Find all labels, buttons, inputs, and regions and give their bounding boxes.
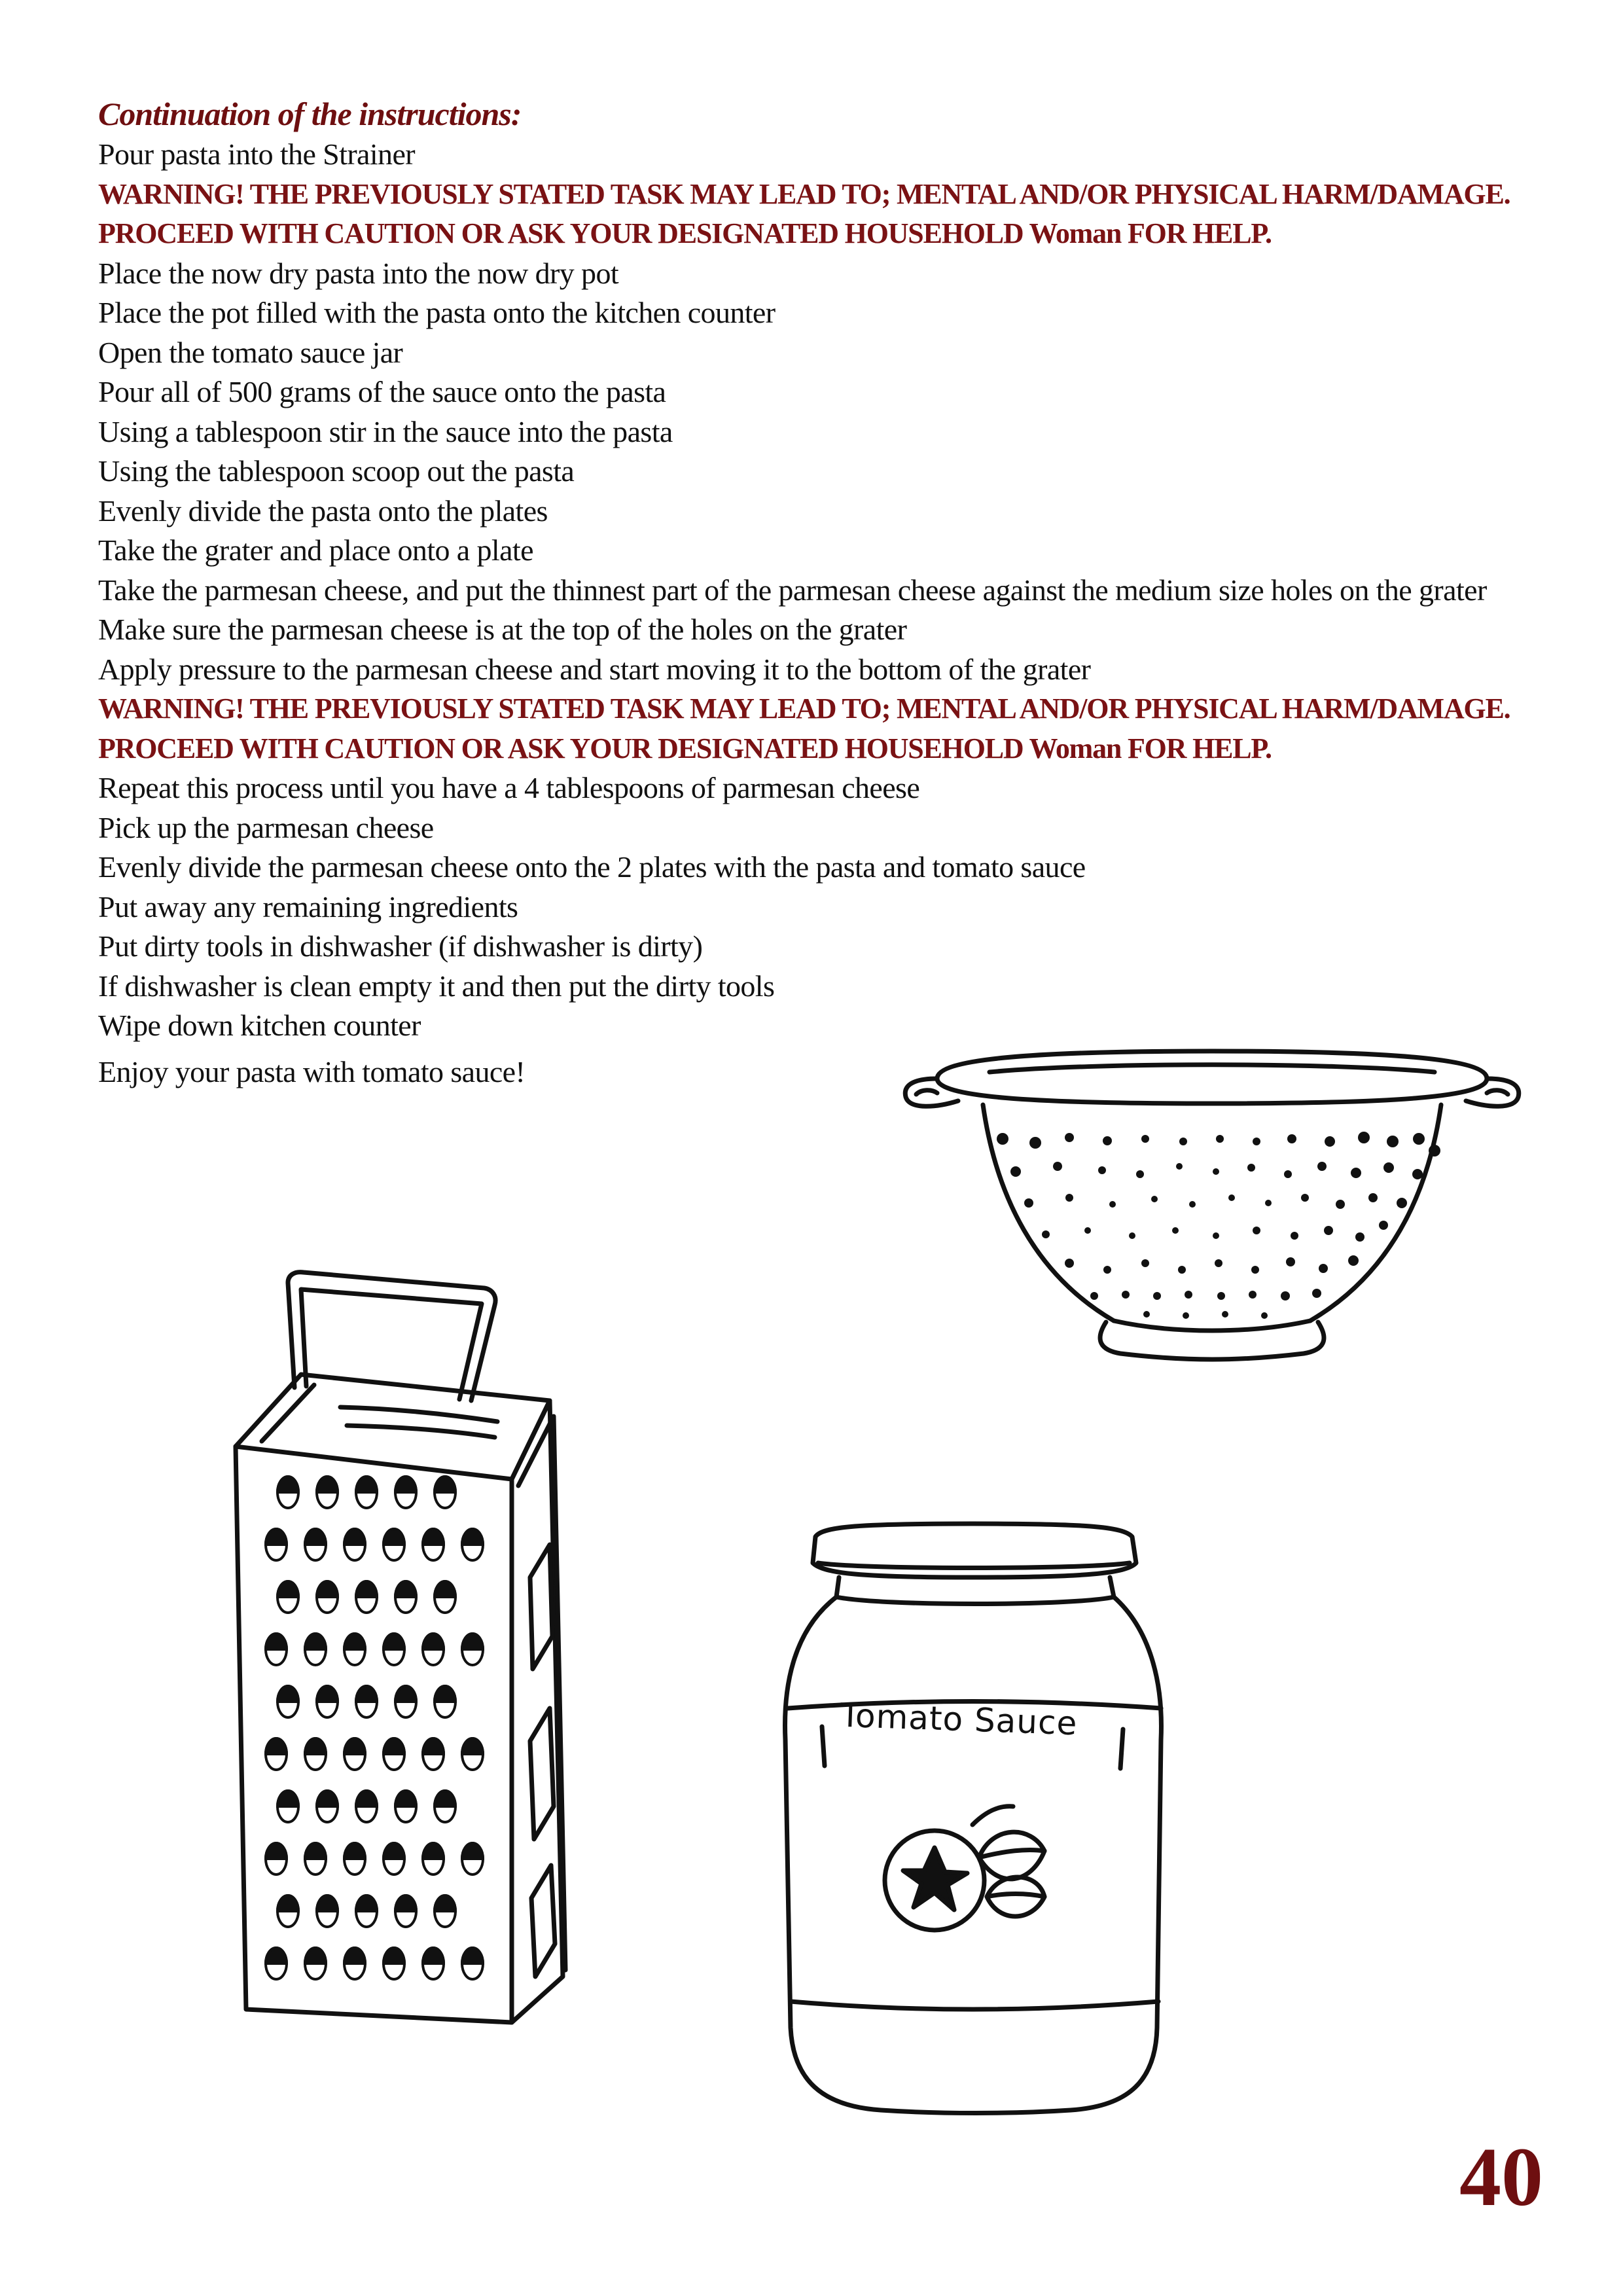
grater-hole-fill xyxy=(277,1581,298,1597)
grater-hole-fill xyxy=(305,1634,326,1649)
instruction-step: Evenly divide the parmesan cheese onto the 2 plates with the pasta and tomato sauce xyxy=(98,850,1086,884)
instruction-step: Evenly divide the pasta onto the plates xyxy=(98,493,548,528)
grater-hole-fill xyxy=(383,1948,404,1964)
grater-hole-fill xyxy=(277,1477,298,1492)
grater-hole-fill xyxy=(423,1634,444,1649)
instruction-step: Place the pot filled with the pasta onto the kitchen counter xyxy=(98,296,776,329)
grater-hole-fill xyxy=(317,1686,338,1702)
grater-hole-fill xyxy=(356,1581,377,1597)
warning-text: WARNING! THE PREVIOUSLY STATED TASK MAY LEAD TO; MENTAL AND/OR PHYSICAL HARM/DAMAGE. PROCEED WITH CAUTION OR ASK YOUR DESIGNATED HOUSEHOLD Woman FOR HELP. xyxy=(98,177,1510,249)
grater-hole-fill xyxy=(266,1634,287,1649)
grater-hole-fill xyxy=(277,1791,298,1806)
instruction-step: Take the grater and place onto a plate xyxy=(98,533,533,567)
grater-hole-fill xyxy=(277,1686,298,1702)
grater-hole-fill xyxy=(395,1895,416,1911)
grater-hole-fill xyxy=(435,1477,455,1492)
instruction-step: Using a tablespoon stir in the sauce into the pasta xyxy=(98,414,673,448)
grater-hole-fill xyxy=(435,1686,455,1702)
grater-hole-fill xyxy=(435,1791,455,1806)
grater-hole-fill xyxy=(383,1634,404,1649)
instruction-step: Apply pressure to the parmesan cheese and start moving it to the bottom of the grater xyxy=(98,652,1091,686)
grater-hole-fill xyxy=(383,1529,404,1545)
grater-hole-fill xyxy=(356,1791,377,1806)
grater-hole-fill xyxy=(383,1843,404,1859)
page-number: 40 xyxy=(1459,2130,1543,2223)
grater-hole-fill xyxy=(356,1477,377,1492)
grater-hole-fill xyxy=(305,1948,326,1964)
grater-hole-fill xyxy=(383,1738,404,1754)
grater-hole-fill xyxy=(462,1738,483,1754)
instruction-step: Pick up the parmesan cheese xyxy=(98,810,434,844)
grater-hole-fill xyxy=(317,1477,338,1492)
instruction-step: Wipe down kitchen counter xyxy=(98,1009,421,1042)
grater-hole-fill xyxy=(423,1843,444,1859)
grater-hole-fill xyxy=(317,1581,338,1597)
grater-hole-fill xyxy=(423,1948,444,1964)
instruction-step: If dishwasher is clean empty it and then put the dirty tools xyxy=(98,969,775,1003)
instruction-step: Enjoy your pasta with tomato sauce! xyxy=(98,1054,526,1088)
grater-hole-fill xyxy=(356,1686,377,1702)
grater-hole-fill xyxy=(356,1895,377,1911)
grater-hole-fill xyxy=(266,1529,287,1545)
grater-hole-fill xyxy=(344,1634,365,1649)
instruction-step: Place the now dry pasta into the now dry pot xyxy=(98,256,619,290)
grater-hole-fill xyxy=(344,1529,365,1545)
grater-hole-fill xyxy=(344,1738,365,1754)
grater-hole-fill xyxy=(462,1634,483,1649)
grater-hole-fill xyxy=(305,1843,326,1859)
instruction-step: Take the parmesan cheese, and put the thinnest part of the parmesan cheese against the medium size holes on the grater xyxy=(98,573,1487,607)
grater-hole-fill xyxy=(423,1529,444,1545)
section-heading: Continuation of the instructions: xyxy=(98,96,522,132)
grater-hole-fill xyxy=(317,1791,338,1806)
grater-hole-fill xyxy=(266,1738,287,1754)
grater-hole-fill xyxy=(462,1529,483,1545)
grater-hole-fill xyxy=(462,1948,483,1964)
grater-icon xyxy=(223,1270,602,2029)
instruction-step: Put away any remaining ingredients xyxy=(98,889,518,924)
grater-hole-fill xyxy=(305,1529,326,1545)
grater-hole-fill xyxy=(435,1581,455,1597)
jar-label: Tomato Sauce xyxy=(840,1696,1079,1743)
grater-hole-fill xyxy=(266,1948,287,1964)
instruction-step: Put dirty tools in dishwasher (if dishwasher is dirty) xyxy=(98,929,703,963)
colander-icon xyxy=(898,1026,1526,1367)
instructions-block xyxy=(98,93,1512,1092)
instruction-step: Pour all of 500 grams of the sauce onto the pasta xyxy=(98,375,666,408)
grater-hole-fill xyxy=(395,1791,416,1806)
instruction-step: Open the tomato sauce jar xyxy=(98,335,403,369)
grater-hole-fill xyxy=(317,1895,338,1911)
tomato-sauce-jar-icon xyxy=(783,1517,1165,2119)
warning-text: WARNING! THE PREVIOUSLY STATED TASK MAY LEAD TO; MENTAL AND/OR PHYSICAL HARM/DAMAGE. PROCEED WITH CAUTION OR ASK YOUR DESIGNATED HOUSEHOLD Woman FOR HELP. xyxy=(98,692,1510,764)
grater-hole-fill xyxy=(305,1738,326,1754)
grater-hole-fill xyxy=(435,1895,455,1911)
instruction-step: Repeat this process until you have a 4 tablespoons of parmesan cheese xyxy=(98,771,920,804)
grater-hole-fill xyxy=(344,1843,365,1859)
grater-hole-fill xyxy=(344,1948,365,1964)
instruction-step: Pour pasta into the Strainer xyxy=(98,137,415,171)
grater-hole-fill xyxy=(395,1686,416,1702)
grater-hole-fill xyxy=(277,1895,298,1911)
grater-hole-fill xyxy=(423,1738,444,1754)
grater-hole-fill xyxy=(395,1477,416,1492)
grater-hole-fill xyxy=(395,1581,416,1597)
instruction-step: Using the tablespoon scoop out the pasta xyxy=(98,454,575,488)
instruction-step: Make sure the parmesan cheese is at the top of the holes on the grater xyxy=(98,613,907,646)
grater-hole-fill xyxy=(266,1843,287,1859)
grater-hole-fill xyxy=(462,1843,483,1859)
